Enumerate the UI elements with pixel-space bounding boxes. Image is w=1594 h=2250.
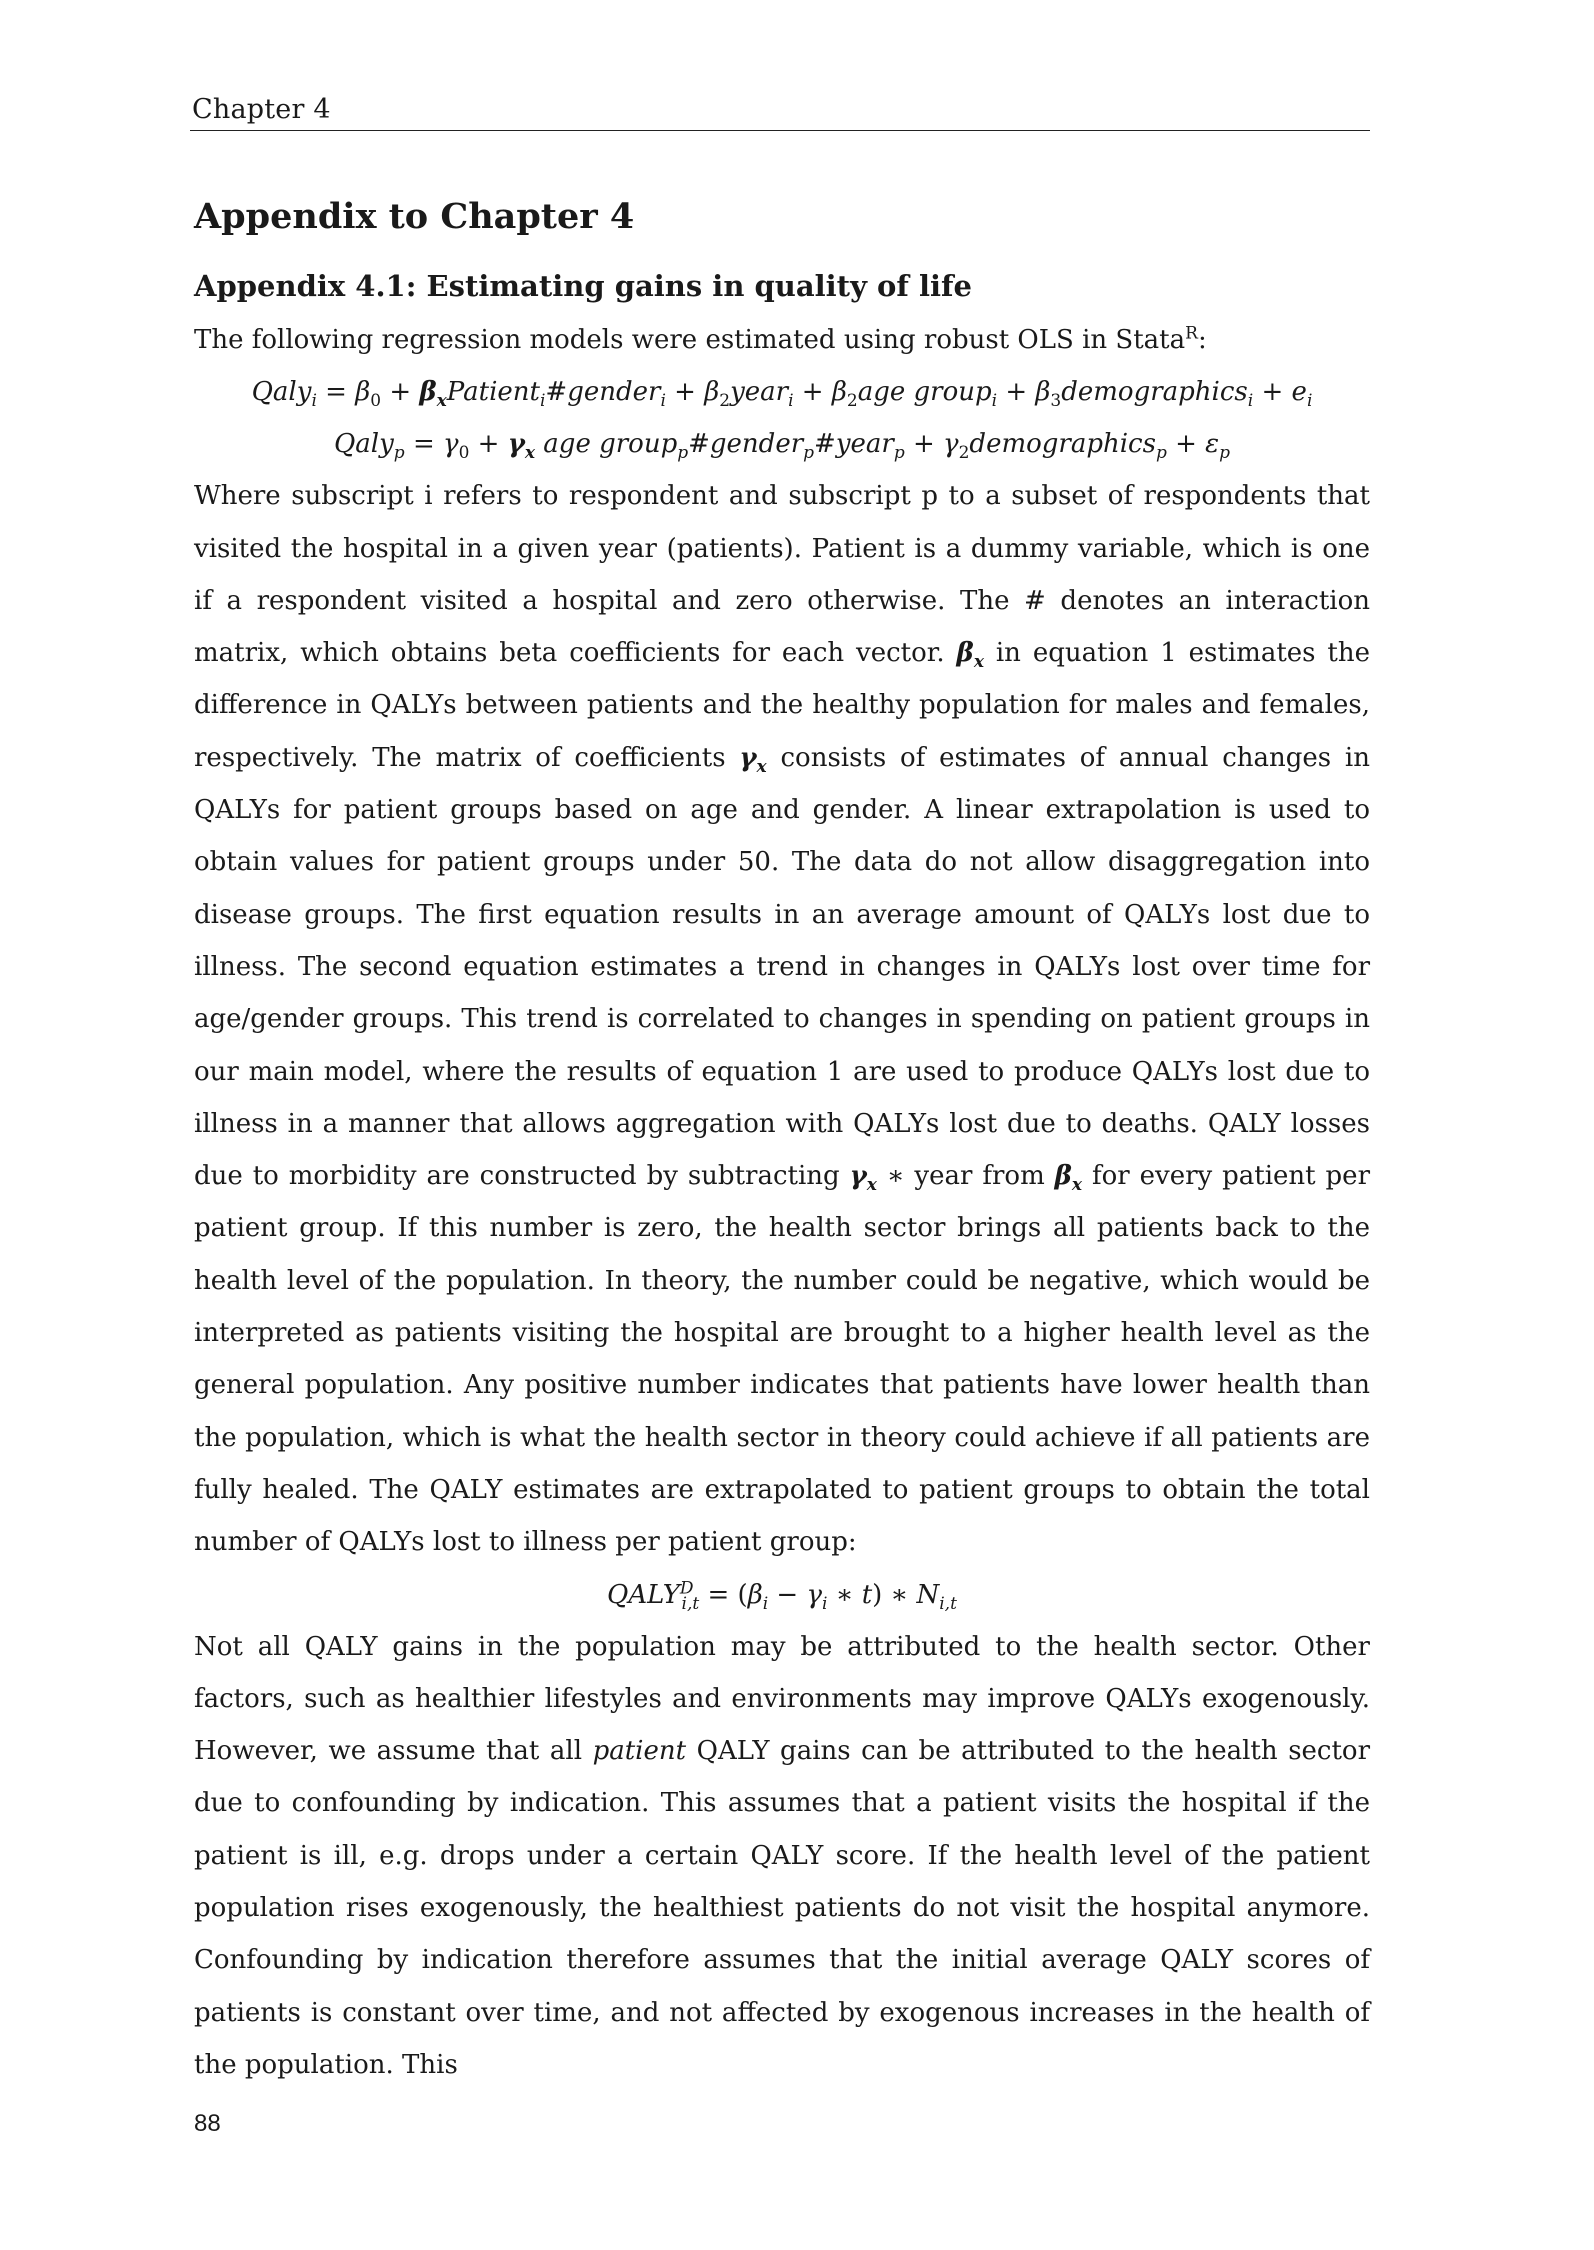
page-body xyxy=(194,192,1370,2091)
eq1-beta2-sub: 2 xyxy=(719,391,731,412)
page-number: 88 xyxy=(194,2110,221,2137)
para1-text-a: Where subscript i refers to respondent and subscript p to a subset of respondents that visited the hospital in a given year (patients). Patient is a dummy variable, which is one if a respondent visited a hospital and zero otherwise. The # denotes an interaction matrix, which obtains beta coefficients for each vector. xyxy=(194,481,1370,669)
eq1-demographics: demographics xyxy=(1061,377,1248,408)
eq3-n: N xyxy=(916,1579,940,1610)
eq3-t: t xyxy=(861,1579,873,1610)
eq1-year-sub: i xyxy=(788,391,794,412)
eq1-gender-sub: i xyxy=(660,391,666,412)
eq2-gamma0: γ xyxy=(443,429,459,460)
eq2-demographics-sub: p xyxy=(1155,443,1167,464)
eq1-lhs-sub: i xyxy=(311,391,317,412)
eq1-agegroup: age group xyxy=(857,377,992,408)
eq1-agegroup-sub: i xyxy=(991,391,998,412)
para1-beta-x: β xyxy=(956,638,974,669)
eq1-gender: #gender xyxy=(545,377,661,408)
eq1-lhs: Qaly xyxy=(251,377,312,408)
eq2-lhs: Qaly xyxy=(333,429,394,460)
para1-text-b: in equation 1 estimates the difference in QALYs between patients and the healthy population for males and females, respectively. The matrix of coefficients xyxy=(194,638,1370,773)
equation-2: Qaly$_p$ = $\gamma_0 + \gamma_x$ age group$_p$#gender$_p$#year$_p$ + $\gamma_2demographics_p + \varepsilon_p$ xyxy=(333,429,1231,464)
para1-gamma-x-2: γ xyxy=(849,1161,867,1192)
eq2-agegroup-sub: p xyxy=(677,443,689,464)
eq2-gammax: γ xyxy=(507,429,525,460)
para1-text-e: for every patient per patient group. If this number is zero, the health sector brings all patients back to the health level of the population. In theory, the number could be negative, which would be interpreted as patients visiting the hospital are brought to a higher health level as the general population. Any positive number indicates that patients have lower health than the population, which is what the health sector in theory could achieve if all patients are fully healed. The QALY estimates are extrapolated to patient groups to obtain the total number of QALYs lost to illness per patient group: xyxy=(194,1161,1370,1558)
eq1-betax-sub: x xyxy=(436,391,447,412)
intro-text: The following regression models were estimated using robust OLS in Stata xyxy=(194,325,1186,355)
eq1-beta0: β xyxy=(355,377,371,408)
eq3-lhs: QALY xyxy=(607,1579,680,1610)
eq3-beta-sub: i xyxy=(762,1593,769,1614)
eq2-gammax-sub: x xyxy=(524,443,536,464)
eq1-beta0-sub: 0 xyxy=(370,391,382,412)
eq3-n-sub: i,t xyxy=(939,1593,957,1614)
equation-3: $QALY^D_{i,t} = (\beta_i - \gamma_i$ ∗ t) ∗ $N_{i,t}$ xyxy=(607,1577,957,1614)
section-title: Appendix 4.1: Estimating gains in quality of life xyxy=(194,269,972,303)
eq2-lhs-sub: p xyxy=(393,443,405,464)
intro-sentence xyxy=(194,314,1370,366)
eq1-beta2b: β xyxy=(831,377,847,408)
eq1-betax: β xyxy=(419,377,437,408)
para2-text-a: Not all QALY gains in the population may be attributed to the health sector. Other factors, such as healthier lifestyles and environments may improve QALYs exogenously. However, we assume that all xyxy=(194,1631,1370,1767)
eq2-demographics: demographics xyxy=(969,429,1156,460)
eq1-patient-sub: i xyxy=(539,391,546,412)
para1-beta-x-2: β xyxy=(1054,1161,1072,1192)
header-rule xyxy=(190,130,1370,131)
para1-gamma-x-sub: x xyxy=(756,756,767,777)
appendix-title: Appendix to Chapter 4 xyxy=(194,196,635,237)
eq3-lhs-sup: D xyxy=(679,1577,694,1598)
eq2-agegroup: age group xyxy=(543,429,678,460)
eq2-error-sub: p xyxy=(1219,443,1231,464)
eq2-gamma0-sub: 0 xyxy=(458,443,470,464)
eq1-beta3: β xyxy=(1035,377,1051,408)
eq2-year: #year xyxy=(814,429,894,460)
eq1-beta2: β xyxy=(704,377,720,408)
paragraph-2 xyxy=(194,1621,1370,2092)
eq1-year: year xyxy=(730,377,789,408)
running-head: Chapter 4 xyxy=(192,94,331,125)
para1-beta-x-2-sub: x xyxy=(1071,1175,1083,1196)
eq1-error: e xyxy=(1291,377,1307,408)
eq2-gender: #gender xyxy=(688,429,804,460)
para1-beta-x-sub: x xyxy=(973,652,984,673)
eq3-beta: β xyxy=(747,1579,763,1610)
eq1-demographics-sub: i xyxy=(1247,391,1254,412)
eq2-year-sub: p xyxy=(893,443,905,464)
eq1-beta2b-sub: 2 xyxy=(846,391,858,412)
paragraph-1 xyxy=(194,470,1370,1568)
para1-gamma-x-2-sub: x xyxy=(866,1175,877,1196)
intro-end: : xyxy=(1197,325,1207,355)
eq1-error-sub: i xyxy=(1306,391,1313,412)
eq2-gamma2-sub: 2 xyxy=(958,443,970,464)
eq2-gender-sub: p xyxy=(803,443,815,464)
eq1-patient: Patient xyxy=(446,377,540,408)
para1-text-d: ∗ year from xyxy=(876,1161,1055,1192)
equation-1: Qaly$_i$ = $\beta_0$ + $\beta_xPatient_i\#gender_i$ + $\beta_2year_i + \beta_2age$ group$_i$ + $\beta_3demographics_i + e_i$ xyxy=(251,377,1313,412)
eq1-beta3-sub: 3 xyxy=(1050,391,1062,412)
para2-emphasis: patient xyxy=(592,1736,687,1767)
para1-gamma-x: γ xyxy=(739,742,757,773)
eq2-error: ε xyxy=(1205,429,1220,460)
para2-text-b: QALY gains can be attributed to the health sector due to confounding by indication. This assumes that a patient visits the hospital if the patient is ill, e.g. drops under a certain QALY score. If the health level of the patient population rises exogenously, the healthiest patients do not visit the hospital anymore. Confounding by indication therefore assumes that the initial average QALY scores of patients is constant over time, and not affected by exogenous increases in the health of the population. This xyxy=(194,1736,1371,2080)
para1-text-c: consists of estimates of annual changes in QALYs for patient groups based on age and gender. A linear extrapolation is used to obtain values for patient groups under 50. The data do not allow disaggregation into disease groups. The first equation results in an average amount of QALYs lost due to illness. The second equation estimates a trend in changes in QALYs lost over time for age/gender groups. This trend is correlated to changes in spending on patient groups in our main model, where the results of equation 1 are used to produce QALYs lost due to illness in a manner that allows aggregation with QALYs lost due to deaths. QALY losses due to morbidity are constructed by subtracting xyxy=(194,742,1370,1192)
intro-superscript: R xyxy=(1185,323,1198,344)
eq3-gamma: γ xyxy=(806,1579,823,1610)
eq3-gamma-sub: i xyxy=(822,1593,828,1614)
eq3-lhs-sub: i,t xyxy=(681,1593,700,1614)
eq2-gamma2: γ xyxy=(943,429,959,460)
